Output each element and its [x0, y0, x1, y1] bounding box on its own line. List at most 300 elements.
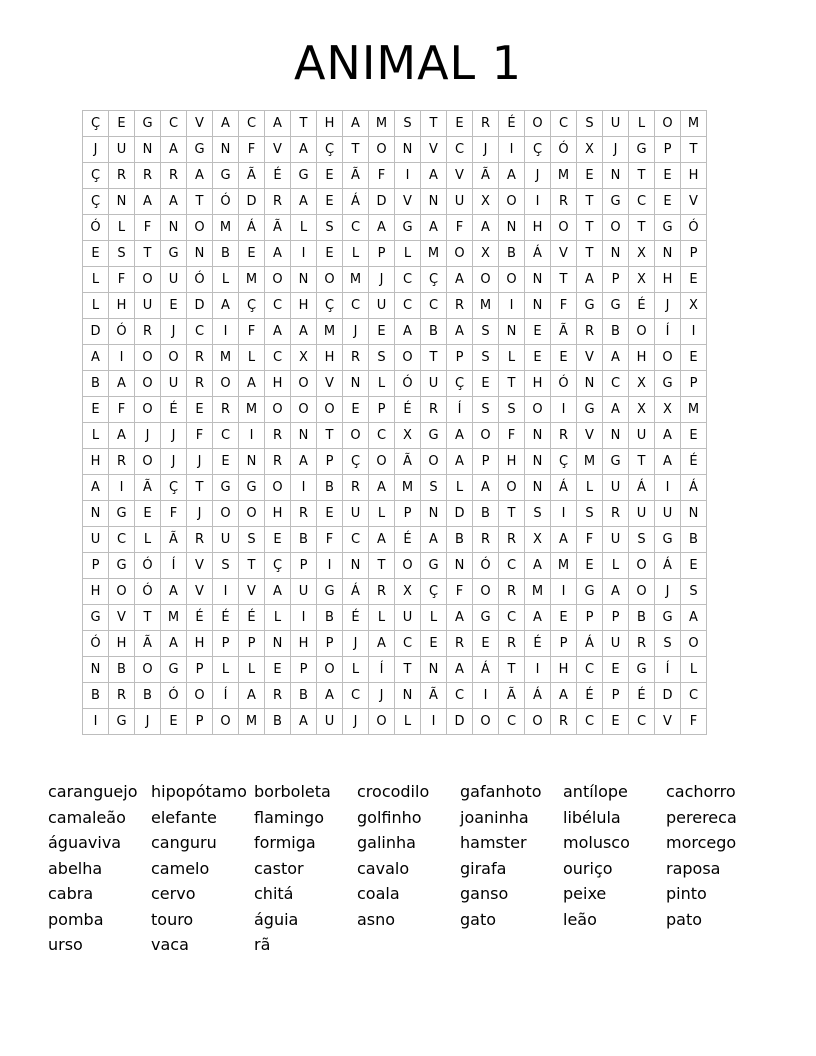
grid-cell: D — [655, 683, 681, 709]
grid-cell: G — [239, 475, 265, 501]
grid-cell: I — [421, 709, 447, 735]
grid-cell: E — [135, 501, 161, 527]
grid-cell: P — [369, 397, 395, 423]
grid-cell: Ó — [135, 579, 161, 605]
grid-cell: C — [499, 709, 525, 735]
grid-cell: N — [655, 241, 681, 267]
grid-cell: H — [317, 111, 343, 137]
grid-cell: C — [213, 423, 239, 449]
grid-cell: M — [681, 397, 707, 423]
grid-cell: C — [395, 267, 421, 293]
word-list-item: molusco — [563, 833, 630, 852]
grid-cell: V — [239, 579, 265, 605]
grid-cell: I — [291, 475, 317, 501]
grid-cell: Ã — [551, 319, 577, 345]
grid-cell: L — [83, 293, 109, 319]
word-list-item: castor — [254, 858, 304, 878]
grid-cell: B — [447, 527, 473, 553]
grid-cell: Í — [655, 319, 681, 345]
word-list-item: abelha — [48, 858, 103, 878]
grid-cell: I — [551, 579, 577, 605]
grid-cell: N — [577, 371, 603, 397]
grid-cell: L — [213, 267, 239, 293]
grid-cell: É — [525, 631, 551, 657]
grid-cell: V — [265, 137, 291, 163]
grid-cell: O — [473, 709, 499, 735]
grid-cell: Ã — [473, 163, 499, 189]
grid-cell: S — [369, 345, 395, 371]
grid-cell: B — [499, 241, 525, 267]
grid-cell: A — [291, 449, 317, 475]
grid-cell: A — [213, 293, 239, 319]
grid-cell: E — [83, 241, 109, 267]
grid-cell: P — [395, 501, 421, 527]
grid-cell: F — [499, 423, 525, 449]
grid-cell: P — [681, 241, 707, 267]
grid-cell: A — [421, 215, 447, 241]
grid-cell: X — [629, 397, 655, 423]
grid-cell: U — [447, 189, 473, 215]
grid-cell: F — [681, 709, 707, 735]
grid-cell: E — [187, 397, 213, 423]
grid-cell: R — [473, 111, 499, 137]
grid-cell: G — [161, 657, 187, 683]
grid-cell: J — [135, 709, 161, 735]
grid-cell: G — [109, 501, 135, 527]
grid-cell: N — [239, 449, 265, 475]
grid-cell: S — [629, 527, 655, 553]
word-list-item: camaleão — [48, 807, 126, 827]
grid-cell: C — [343, 293, 369, 319]
grid-cell: X — [395, 423, 421, 449]
grid-cell: E — [369, 319, 395, 345]
grid-cell: N — [291, 423, 317, 449]
grid-cell: F — [135, 215, 161, 241]
grid-cell: O — [473, 579, 499, 605]
grid-cell: U — [603, 111, 629, 137]
grid-cell: F — [239, 319, 265, 345]
grid-cell: F — [447, 579, 473, 605]
grid-cell: A — [317, 683, 343, 709]
grid-cell: O — [265, 267, 291, 293]
grid-cell: Ç — [551, 449, 577, 475]
grid-cell: L — [369, 605, 395, 631]
grid-cell: Á — [343, 579, 369, 605]
grid-cell: Ã — [265, 215, 291, 241]
grid-cell: É — [395, 527, 421, 553]
grid-cell: A — [291, 709, 317, 735]
grid-cell: N — [343, 553, 369, 579]
grid-cell: B — [421, 319, 447, 345]
grid-cell: L — [603, 553, 629, 579]
grid-cell: J — [369, 683, 395, 709]
grid-cell: J — [161, 449, 187, 475]
grid-cell: Ç — [317, 137, 343, 163]
grid-cell: Ç — [525, 137, 551, 163]
grid-cell: T — [239, 553, 265, 579]
grid-cell: A — [369, 215, 395, 241]
grid-cell: U — [317, 709, 343, 735]
grid-cell: S — [473, 345, 499, 371]
grid-cell: P — [551, 631, 577, 657]
grid-cell: O — [161, 345, 187, 371]
grid-cell: I — [83, 709, 109, 735]
grid-cell: I — [109, 475, 135, 501]
grid-cell: G — [577, 397, 603, 423]
grid-cell: A — [655, 449, 681, 475]
grid-cell: R — [135, 163, 161, 189]
grid-cell: J — [655, 579, 681, 605]
grid-cell: R — [343, 345, 369, 371]
grid-cell: O — [369, 449, 395, 475]
grid-cell: O — [135, 449, 161, 475]
grid-cell: N — [395, 137, 421, 163]
grid-cell: H — [681, 163, 707, 189]
grid-cell: R — [109, 163, 135, 189]
grid-cell: O — [317, 657, 343, 683]
word-list-item: águaviva — [48, 833, 122, 852]
grid-cell: C — [343, 683, 369, 709]
grid-cell: A — [447, 319, 473, 345]
grid-cell: G — [473, 605, 499, 631]
word-list-item: águia — [254, 909, 299, 929]
grid-cell: L — [109, 215, 135, 241]
grid-cell: E — [551, 345, 577, 371]
grid-cell: U — [603, 631, 629, 657]
grid-cell: E — [213, 449, 239, 475]
grid-cell: B — [109, 657, 135, 683]
grid-cell: X — [655, 397, 681, 423]
word-list-item: antílope — [563, 782, 628, 801]
grid-cell: R — [603, 501, 629, 527]
grid-cell: H — [265, 501, 291, 527]
grid-cell: Ã — [239, 163, 265, 189]
grid-cell: Ó — [109, 319, 135, 345]
grid-cell: C — [681, 683, 707, 709]
grid-cell: V — [577, 423, 603, 449]
word-list-item: formiga — [254, 833, 316, 852]
word-list-item: touro — [151, 909, 194, 929]
grid-cell: F — [577, 527, 603, 553]
grid-cell: Ç — [421, 579, 447, 605]
grid-cell: E — [317, 241, 343, 267]
grid-cell: O — [525, 111, 551, 137]
grid-cell: I — [213, 579, 239, 605]
grid-cell: C — [629, 709, 655, 735]
grid-cell: P — [655, 137, 681, 163]
grid-cell: G — [291, 163, 317, 189]
grid-cell: G — [187, 137, 213, 163]
grid-cell: A — [421, 527, 447, 553]
grid-cell: P — [603, 267, 629, 293]
grid-cell: N — [83, 501, 109, 527]
word-list-item: hamster — [460, 833, 527, 852]
grid-cell: A — [83, 475, 109, 501]
grid-cell: G — [603, 449, 629, 475]
grid-cell: E — [343, 397, 369, 423]
grid-cell: P — [369, 241, 395, 267]
grid-cell: J — [83, 137, 109, 163]
grid-cell: L — [577, 475, 603, 501]
grid-cell: N — [603, 241, 629, 267]
grid-cell: S — [473, 319, 499, 345]
grid-cell: G — [603, 293, 629, 319]
grid-cell: Á — [577, 631, 603, 657]
grid-cell: V — [421, 137, 447, 163]
grid-cell: B — [83, 683, 109, 709]
grid-cell: P — [317, 449, 343, 475]
grid-cell: S — [681, 579, 707, 605]
grid-cell: P — [681, 371, 707, 397]
grid-cell: O — [135, 267, 161, 293]
grid-cell: S — [395, 111, 421, 137]
grid-cell: M — [317, 319, 343, 345]
grid-cell: M — [551, 553, 577, 579]
grid-cell: U — [291, 579, 317, 605]
grid-cell: G — [395, 215, 421, 241]
grid-cell: T — [343, 137, 369, 163]
grid-cell: O — [395, 345, 421, 371]
grid-cell: R — [473, 527, 499, 553]
grid-cell: H — [317, 345, 343, 371]
grid-cell: H — [109, 631, 135, 657]
grid-cell: D — [447, 501, 473, 527]
grid-cell: Í — [213, 683, 239, 709]
grid-cell: U — [603, 475, 629, 501]
grid-cell: R — [499, 631, 525, 657]
grid-cell: C — [239, 111, 265, 137]
grid-cell: E — [681, 423, 707, 449]
grid-cell: L — [629, 111, 655, 137]
grid-cell: R — [499, 579, 525, 605]
grid-cell: L — [499, 345, 525, 371]
grid-cell: O — [135, 371, 161, 397]
grid-cell: Ã — [499, 683, 525, 709]
grid-cell: Í — [447, 397, 473, 423]
grid-cell: O — [499, 267, 525, 293]
grid-cell: A — [161, 579, 187, 605]
grid-cell: B — [291, 683, 317, 709]
grid-cell: U — [161, 371, 187, 397]
grid-cell: T — [499, 371, 525, 397]
grid-cell: É — [187, 605, 213, 631]
grid-cell: H — [265, 371, 291, 397]
grid-cell: O — [473, 423, 499, 449]
grid-cell: M — [473, 293, 499, 319]
grid-cell: T — [135, 241, 161, 267]
word-list-item: pinto — [666, 884, 707, 903]
grid-cell: P — [603, 683, 629, 709]
grid-cell: A — [551, 683, 577, 709]
grid-cell: L — [291, 215, 317, 241]
grid-cell: Ã — [161, 527, 187, 553]
grid-cell: B — [317, 475, 343, 501]
grid-cell: R — [343, 475, 369, 501]
grid-cell: É — [265, 163, 291, 189]
grid-cell: Í — [161, 553, 187, 579]
grid-cell: I — [395, 163, 421, 189]
grid-cell: S — [473, 397, 499, 423]
grid-cell: V — [187, 579, 213, 605]
grid-cell: N — [421, 501, 447, 527]
grid-cell: J — [343, 709, 369, 735]
grid-cell: O — [499, 475, 525, 501]
grid-cell: E — [473, 371, 499, 397]
grid-cell: R — [499, 527, 525, 553]
word-list-item: urso — [48, 935, 83, 954]
grid-cell: J — [603, 137, 629, 163]
grid-cell: U — [213, 527, 239, 553]
grid-cell: A — [447, 605, 473, 631]
grid-cell: Ó — [473, 553, 499, 579]
grid-cell: A — [655, 423, 681, 449]
grid-cell: R — [447, 293, 473, 319]
grid-cell: A — [603, 579, 629, 605]
word-list-item: pomba — [48, 909, 104, 929]
grid-cell: V — [317, 371, 343, 397]
grid-cell: R — [551, 709, 577, 735]
grid-cell: C — [395, 631, 421, 657]
grid-cell: S — [577, 501, 603, 527]
grid-cell: T — [681, 137, 707, 163]
grid-cell: N — [499, 215, 525, 241]
grid-cell: A — [239, 683, 265, 709]
grid-cell: C — [577, 709, 603, 735]
grid-cell: C — [421, 293, 447, 319]
grid-cell: Ó — [681, 215, 707, 241]
grid-cell: O — [473, 267, 499, 293]
grid-cell: Ó — [83, 631, 109, 657]
grid-cell: N — [395, 683, 421, 709]
grid-cell: A — [551, 527, 577, 553]
grid-cell: G — [655, 605, 681, 631]
grid-cell: R — [551, 423, 577, 449]
grid-cell: S — [109, 241, 135, 267]
grid-cell: A — [213, 111, 239, 137]
grid-cell: H — [109, 293, 135, 319]
grid-cell: C — [499, 553, 525, 579]
grid-cell: A — [681, 605, 707, 631]
grid-cell: E — [577, 553, 603, 579]
grid-cell: E — [421, 631, 447, 657]
grid-cell: O — [499, 189, 525, 215]
grid-cell: T — [629, 215, 655, 241]
grid-cell: T — [421, 111, 447, 137]
grid-cell: M — [161, 605, 187, 631]
grid-cell: G — [135, 111, 161, 137]
grid-cell: H — [551, 657, 577, 683]
grid-cell: O — [369, 709, 395, 735]
grid-cell: M — [395, 475, 421, 501]
grid-cell: E — [525, 345, 551, 371]
grid-cell: C — [395, 293, 421, 319]
grid-cell: Ã — [395, 449, 421, 475]
grid-cell: M — [577, 449, 603, 475]
word-list-item: cabra — [48, 884, 94, 903]
grid-cell: A — [369, 527, 395, 553]
grid-cell: Ó — [161, 683, 187, 709]
word-list-item: peixe — [563, 884, 607, 903]
grid-cell: Ç — [83, 111, 109, 137]
grid-cell: U — [135, 293, 161, 319]
word-list-item: coala — [357, 884, 400, 903]
grid-cell: I — [499, 293, 525, 319]
grid-cell: F — [109, 397, 135, 423]
grid-cell: L — [447, 475, 473, 501]
grid-cell: X — [525, 527, 551, 553]
grid-cell: J — [525, 163, 551, 189]
grid-cell: H — [83, 449, 109, 475]
grid-cell: E — [83, 397, 109, 423]
grid-cell: U — [343, 501, 369, 527]
grid-cell: Á — [629, 475, 655, 501]
grid-cell: A — [447, 657, 473, 683]
grid-cell: A — [291, 189, 317, 215]
grid-cell: U — [629, 501, 655, 527]
grid-cell: N — [499, 319, 525, 345]
word-list — [48, 779, 769, 958]
grid-cell: Ó — [395, 371, 421, 397]
grid-cell: O — [525, 709, 551, 735]
grid-cell: X — [395, 579, 421, 605]
grid-cell: G — [655, 527, 681, 553]
grid-cell: R — [161, 163, 187, 189]
grid-cell: A — [473, 215, 499, 241]
grid-cell: N — [421, 657, 447, 683]
grid-cell: C — [603, 371, 629, 397]
grid-cell: U — [161, 267, 187, 293]
grid-cell: J — [161, 319, 187, 345]
word-list-item: elefante — [151, 807, 217, 827]
grid-cell: A — [291, 137, 317, 163]
grid-cell: H — [187, 631, 213, 657]
grid-cell: E — [681, 267, 707, 293]
grid-cell: J — [187, 449, 213, 475]
word-list-item: ouriço — [563, 858, 613, 878]
grid-cell: N — [603, 163, 629, 189]
grid-cell: Ç — [239, 293, 265, 319]
grid-cell: S — [577, 111, 603, 137]
grid-cell: É — [499, 111, 525, 137]
grid-cell: O — [187, 683, 213, 709]
grid-cell: R — [135, 319, 161, 345]
grid-cell: É — [629, 683, 655, 709]
word-list-item: morcego — [666, 833, 737, 852]
grid-cell: Ç — [161, 475, 187, 501]
grid-cell: B — [135, 683, 161, 709]
grid-cell: T — [499, 501, 525, 527]
grid-cell: M — [239, 267, 265, 293]
grid-cell: R — [629, 631, 655, 657]
grid-cell: B — [213, 241, 239, 267]
grid-cell: F — [187, 423, 213, 449]
grid-cell: A — [83, 345, 109, 371]
grid-cell: N — [525, 293, 551, 319]
grid-cell: É — [629, 293, 655, 319]
grid-cell: L — [395, 709, 421, 735]
grid-cell: N — [525, 475, 551, 501]
grid-cell: S — [499, 397, 525, 423]
grid-cell: A — [473, 475, 499, 501]
grid-cell: Ç — [265, 553, 291, 579]
grid-cell: R — [551, 189, 577, 215]
grid-cell: E — [525, 319, 551, 345]
grid-cell: L — [265, 605, 291, 631]
word-list-item: gato — [460, 909, 497, 929]
grid-cell: Á — [525, 683, 551, 709]
grid-cell: C — [629, 189, 655, 215]
grid-cell: A — [447, 449, 473, 475]
